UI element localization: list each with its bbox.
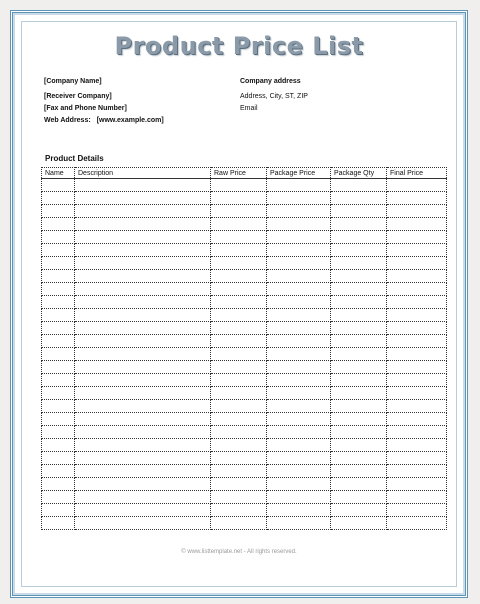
table-cell[interactable] [211,465,267,478]
company-address-block [240,76,308,115]
table-cell[interactable] [211,517,267,530]
table-row [42,192,447,205]
table-cell[interactable] [75,465,211,478]
table-cell[interactable] [42,413,75,426]
table-cell[interactable] [42,504,75,517]
table-cell[interactable] [387,374,447,387]
table-cell[interactable] [387,179,447,192]
table-cell[interactable] [42,426,75,439]
table-cell[interactable] [267,491,331,504]
table-cell[interactable] [42,192,75,205]
company-name: [Company Name] [44,78,102,85]
column-header: Package Price [267,168,331,179]
table-cell[interactable] [75,179,211,192]
table-cell[interactable] [42,270,75,283]
table-row [42,400,447,413]
table-cell[interactable] [267,348,331,361]
table-cell[interactable] [75,491,211,504]
table-row [42,283,447,296]
table-row [42,426,447,439]
table-cell[interactable] [211,244,267,257]
table-cell[interactable] [267,322,331,335]
table-cell[interactable] [42,322,75,335]
table-row [42,452,447,465]
table-cell[interactable] [211,452,267,465]
table-cell[interactable] [211,218,267,231]
table-cell[interactable] [267,218,331,231]
table-cell[interactable] [331,374,387,387]
web-address-label: Web Address: [44,117,91,124]
table-cell[interactable] [75,374,211,387]
table-cell[interactable] [42,296,75,309]
table-cell[interactable] [331,231,387,244]
table-header-row [42,168,447,179]
table-cell[interactable] [331,335,387,348]
table-cell[interactable] [42,361,75,374]
footer-copyright: © www.listtemplate.net - All rights reserved. [181,549,297,555]
table-cell[interactable] [387,504,447,517]
table-cell[interactable] [387,231,447,244]
product-table [41,167,447,530]
table-cell[interactable] [331,348,387,361]
table-cell[interactable] [387,439,447,452]
company-address-heading: Company address [240,78,301,85]
table-cell[interactable] [267,504,331,517]
table-cell[interactable] [75,517,211,530]
table-cell[interactable] [331,478,387,491]
table-cell[interactable] [75,387,211,400]
table-cell[interactable] [211,283,267,296]
table-cell[interactable] [211,296,267,309]
table-cell[interactable] [75,283,211,296]
table-cell[interactable] [387,452,447,465]
table-row [42,465,447,478]
table-cell[interactable] [267,179,331,192]
table-cell[interactable] [267,465,331,478]
table-cell[interactable] [42,387,75,400]
table-cell[interactable] [211,426,267,439]
table-cell[interactable] [267,452,331,465]
table-cell[interactable] [387,335,447,348]
table-cell[interactable] [267,374,331,387]
table-cell[interactable] [387,413,447,426]
table-cell[interactable] [42,244,75,257]
table-cell[interactable] [42,348,75,361]
table-cell[interactable] [211,322,267,335]
table-row [42,517,447,530]
table-cell[interactable] [211,491,267,504]
table-cell[interactable] [42,335,75,348]
table-cell[interactable] [75,218,211,231]
table-row [42,270,447,283]
table-cell[interactable] [75,400,211,413]
table-cell[interactable] [75,504,211,517]
table-cell[interactable] [267,478,331,491]
table-cell[interactable] [387,205,447,218]
table-row [42,491,447,504]
table-cell[interactable] [42,465,75,478]
table-row [42,205,447,218]
document-page [10,10,468,598]
table-cell[interactable] [42,231,75,244]
table-cell[interactable] [42,517,75,530]
table-cell[interactable] [387,270,447,283]
table-cell[interactable] [387,361,447,374]
table-row [42,478,447,491]
table-row [42,231,447,244]
table-cell[interactable] [387,322,447,335]
table-cell[interactable] [75,322,211,335]
table-cell[interactable] [267,439,331,452]
table-cell[interactable] [75,205,211,218]
table-row [42,439,447,452]
column-header: Final Price [387,168,447,179]
table-cell[interactable] [387,218,447,231]
table-cell[interactable] [331,413,387,426]
table-cell[interactable] [75,270,211,283]
table-cell[interactable] [387,348,447,361]
table-cell[interactable] [75,296,211,309]
table-cell[interactable] [211,270,267,283]
table-cell[interactable] [75,192,211,205]
receiver-company: [Receiver Company] [44,93,112,100]
table-cell[interactable] [387,491,447,504]
column-header: Name [42,168,75,179]
table-cell[interactable] [211,439,267,452]
table-cell[interactable] [75,439,211,452]
table-cell[interactable] [331,517,387,530]
table-cell[interactable] [75,244,211,257]
table-cell[interactable] [42,218,75,231]
table-cell[interactable] [331,387,387,400]
table-cell[interactable] [75,309,211,322]
table-cell[interactable] [331,400,387,413]
table-row [42,218,447,231]
table-cell[interactable] [211,205,267,218]
table-cell[interactable] [331,309,387,322]
table-cell[interactable] [387,426,447,439]
table-cell[interactable] [267,192,331,205]
table-cell[interactable] [267,231,331,244]
table-cell[interactable] [211,374,267,387]
table-cell[interactable] [387,283,447,296]
table-cell[interactable] [331,283,387,296]
table-cell[interactable] [211,387,267,400]
table-cell[interactable] [267,413,331,426]
table-cell[interactable] [267,517,331,530]
table-cell[interactable] [267,361,331,374]
table-cell[interactable] [211,504,267,517]
table-row [42,179,447,192]
table-cell[interactable] [211,348,267,361]
table-cell[interactable] [42,179,75,192]
table-cell[interactable] [42,374,75,387]
column-header: Description [75,168,211,179]
table-cell[interactable] [331,296,387,309]
table-row [42,504,447,517]
table-cell[interactable] [75,413,211,426]
table-cell[interactable] [42,478,75,491]
table-row [42,387,447,400]
table-cell[interactable] [211,335,267,348]
table-cell[interactable] [211,400,267,413]
table-cell[interactable] [267,257,331,270]
table-cell[interactable] [75,478,211,491]
table-cell[interactable] [331,192,387,205]
table-row [42,322,447,335]
table-row [42,374,447,387]
table-cell[interactable] [267,205,331,218]
table-cell[interactable] [75,348,211,361]
table-cell[interactable] [387,309,447,322]
table-cell[interactable] [387,387,447,400]
table-cell[interactable] [387,400,447,413]
table-cell[interactable] [75,426,211,439]
table-cell[interactable] [267,309,331,322]
table-cell[interactable] [387,244,447,257]
column-header: Package Qty [331,168,387,179]
table-cell[interactable] [387,257,447,270]
table-cell[interactable] [75,257,211,270]
table-cell[interactable] [331,218,387,231]
table-row [42,244,447,257]
address-line: Address, City, ST, ZIP [240,93,308,100]
table-cell[interactable] [331,257,387,270]
table-cell[interactable] [331,205,387,218]
table-row [42,335,447,348]
table-cell[interactable] [387,465,447,478]
table-cell[interactable] [331,426,387,439]
table-row [42,348,447,361]
table-cell[interactable] [42,283,75,296]
table-cell[interactable] [387,517,447,530]
table-cell[interactable] [211,361,267,374]
table-cell[interactable] [75,335,211,348]
web-address [44,115,164,127]
company-info [44,76,164,127]
table-cell[interactable] [211,192,267,205]
web-address-value: [www.example.com] [96,117,164,124]
table-cell[interactable] [331,179,387,192]
table-row [42,257,447,270]
table-cell[interactable] [331,361,387,374]
table-cell[interactable] [211,179,267,192]
table-cell[interactable] [267,270,331,283]
page-title: Product Price List [114,32,364,60]
table-row [42,296,447,309]
table-cell[interactable] [75,231,211,244]
table-cell[interactable] [42,309,75,322]
table-cell[interactable] [331,491,387,504]
table-cell[interactable] [267,244,331,257]
table-cell[interactable] [211,309,267,322]
table-body [42,179,447,530]
table-cell[interactable] [267,387,331,400]
table-cell[interactable] [331,452,387,465]
table-cell[interactable] [42,439,75,452]
table-cell[interactable] [267,335,331,348]
table-cell[interactable] [387,296,447,309]
table-row [42,309,447,322]
table-cell[interactable] [267,426,331,439]
table-cell[interactable] [387,478,447,491]
section-title: Product Details [45,154,104,163]
fax-phone: [Fax and Phone Number] [44,105,127,112]
table-cell[interactable] [267,400,331,413]
table-cell[interactable] [331,270,387,283]
table-row [42,361,447,374]
column-header: Raw Price [211,168,267,179]
table-cell[interactable] [331,504,387,517]
table-cell[interactable] [211,413,267,426]
table-cell[interactable] [267,283,331,296]
email-line: Email [240,105,258,112]
table-cell[interactable] [42,452,75,465]
table-cell[interactable] [42,400,75,413]
table-cell[interactable] [331,322,387,335]
table-cell[interactable] [75,361,211,374]
table-cell[interactable] [331,439,387,452]
table-cell[interactable] [42,491,75,504]
table-cell[interactable] [267,296,331,309]
table-cell[interactable] [211,231,267,244]
table-row [42,413,447,426]
table-cell[interactable] [387,192,447,205]
table-cell[interactable] [75,452,211,465]
table-cell[interactable] [42,205,75,218]
table-cell[interactable] [331,244,387,257]
table-cell[interactable] [211,257,267,270]
table-cell[interactable] [331,465,387,478]
table-cell[interactable] [211,478,267,491]
table-cell[interactable] [42,257,75,270]
